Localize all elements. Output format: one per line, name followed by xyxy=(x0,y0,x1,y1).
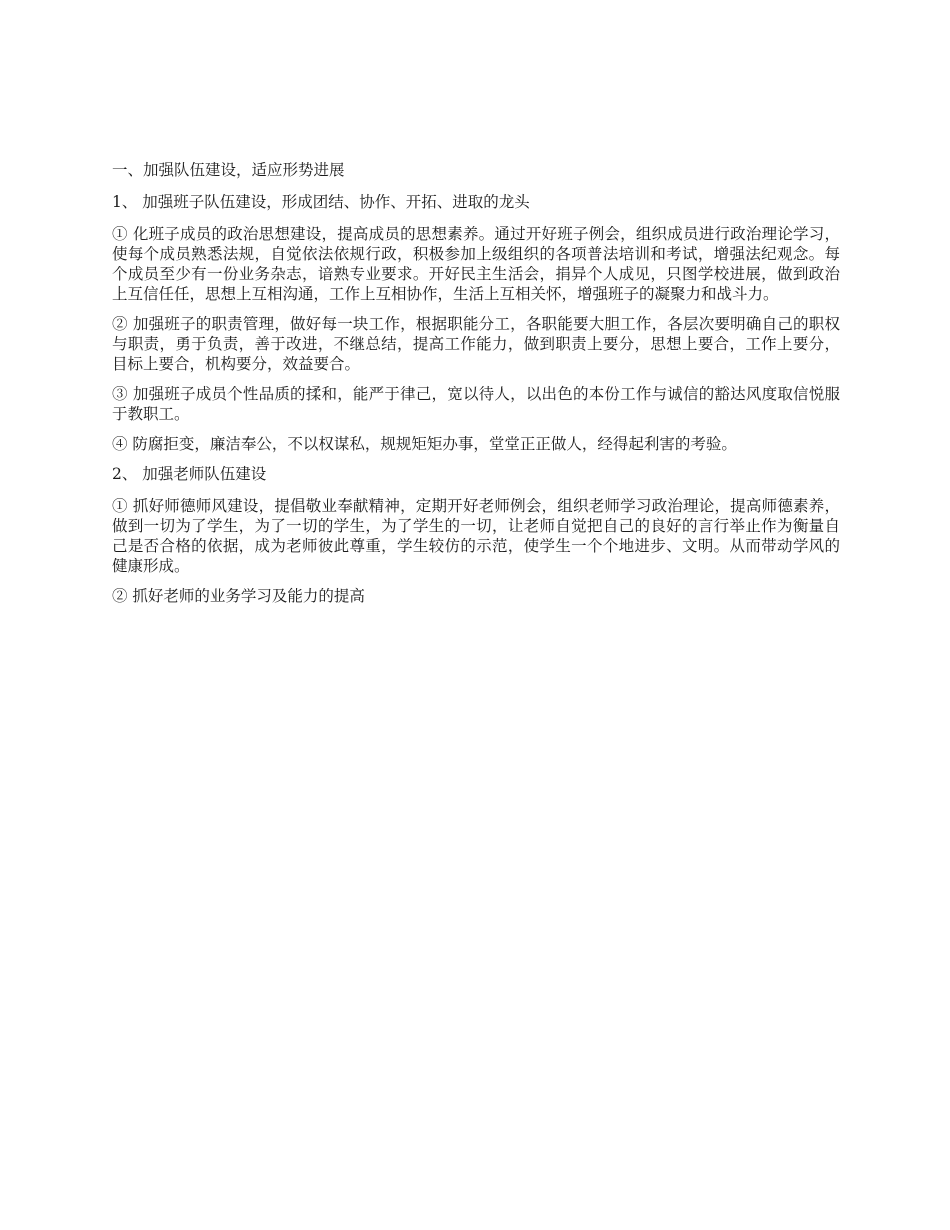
paragraph: ② 加强班子的职责管理，做好每一块工作，根据职能分工，各职能要大胆工作，各层次要明确自己的职权与职责，勇于负责，善于改进，不继总结，提高工作能力，做到职责上要分，思想上要合，工作上要分，目标上要合，机构要分，效益要合。 xyxy=(112,315,840,373)
paragraph: ③ 加强班子成员个性品质的揉和，能严于律己，宽以待人，以出色的本份工作与诚信的豁达风度取信悦服于教职工。 xyxy=(112,385,840,423)
subsection-heading: 2、 加强老师队伍建设 xyxy=(112,465,267,483)
paragraph: ④ 防腐拒变，廉洁奉公，不以权谋私，规规矩矩办事，堂堂正正做人，经得起利害的考验。 xyxy=(112,435,737,453)
section-heading: 一、加强队伍建设，适应形势进展 xyxy=(112,161,345,179)
subsection-heading: 1、 加强班子队伍建设，形成团结、协作、开拓、进取的龙头 xyxy=(112,193,530,211)
paragraph: ① 抓好师德师风建设，提倡敬业奉献精神，定期开好老师例会，组织老师学习政治理论，提高师德素养，做到一切为了学生，为了一切的学生，为了学生的一切，让老师自觉把自己的良好的言行举止作为衡量自己是否合格的依据，成为老师彼此尊重，学生较仿的示范，使学生一个个地进步、文明。从而带动学风的健康形成。 xyxy=(112,497,840,575)
paragraph: ① 化班子成员的政治思想建设，提高成员的思想素养。通过开好班子例会，组织成员进行政治理论学习，使每个成员熟悉法规，自觉依法依规行政，积极参加上级组织的各项普法培训和考试，增强法纪观念。每个成员至少有一份业务杂志，谙熟专业要求。开好民主生活会，捐异个人成见，只图学校进展，做到政治上互信任任，思想上互相沟通，工作上互相协作，生活上互相关怀，增强班子的凝聚力和战斗力。 xyxy=(112,225,840,303)
document-page xyxy=(112,160,840,616)
paragraph: ② 抓好老师的业务学习及能力的提高 xyxy=(112,587,365,605)
